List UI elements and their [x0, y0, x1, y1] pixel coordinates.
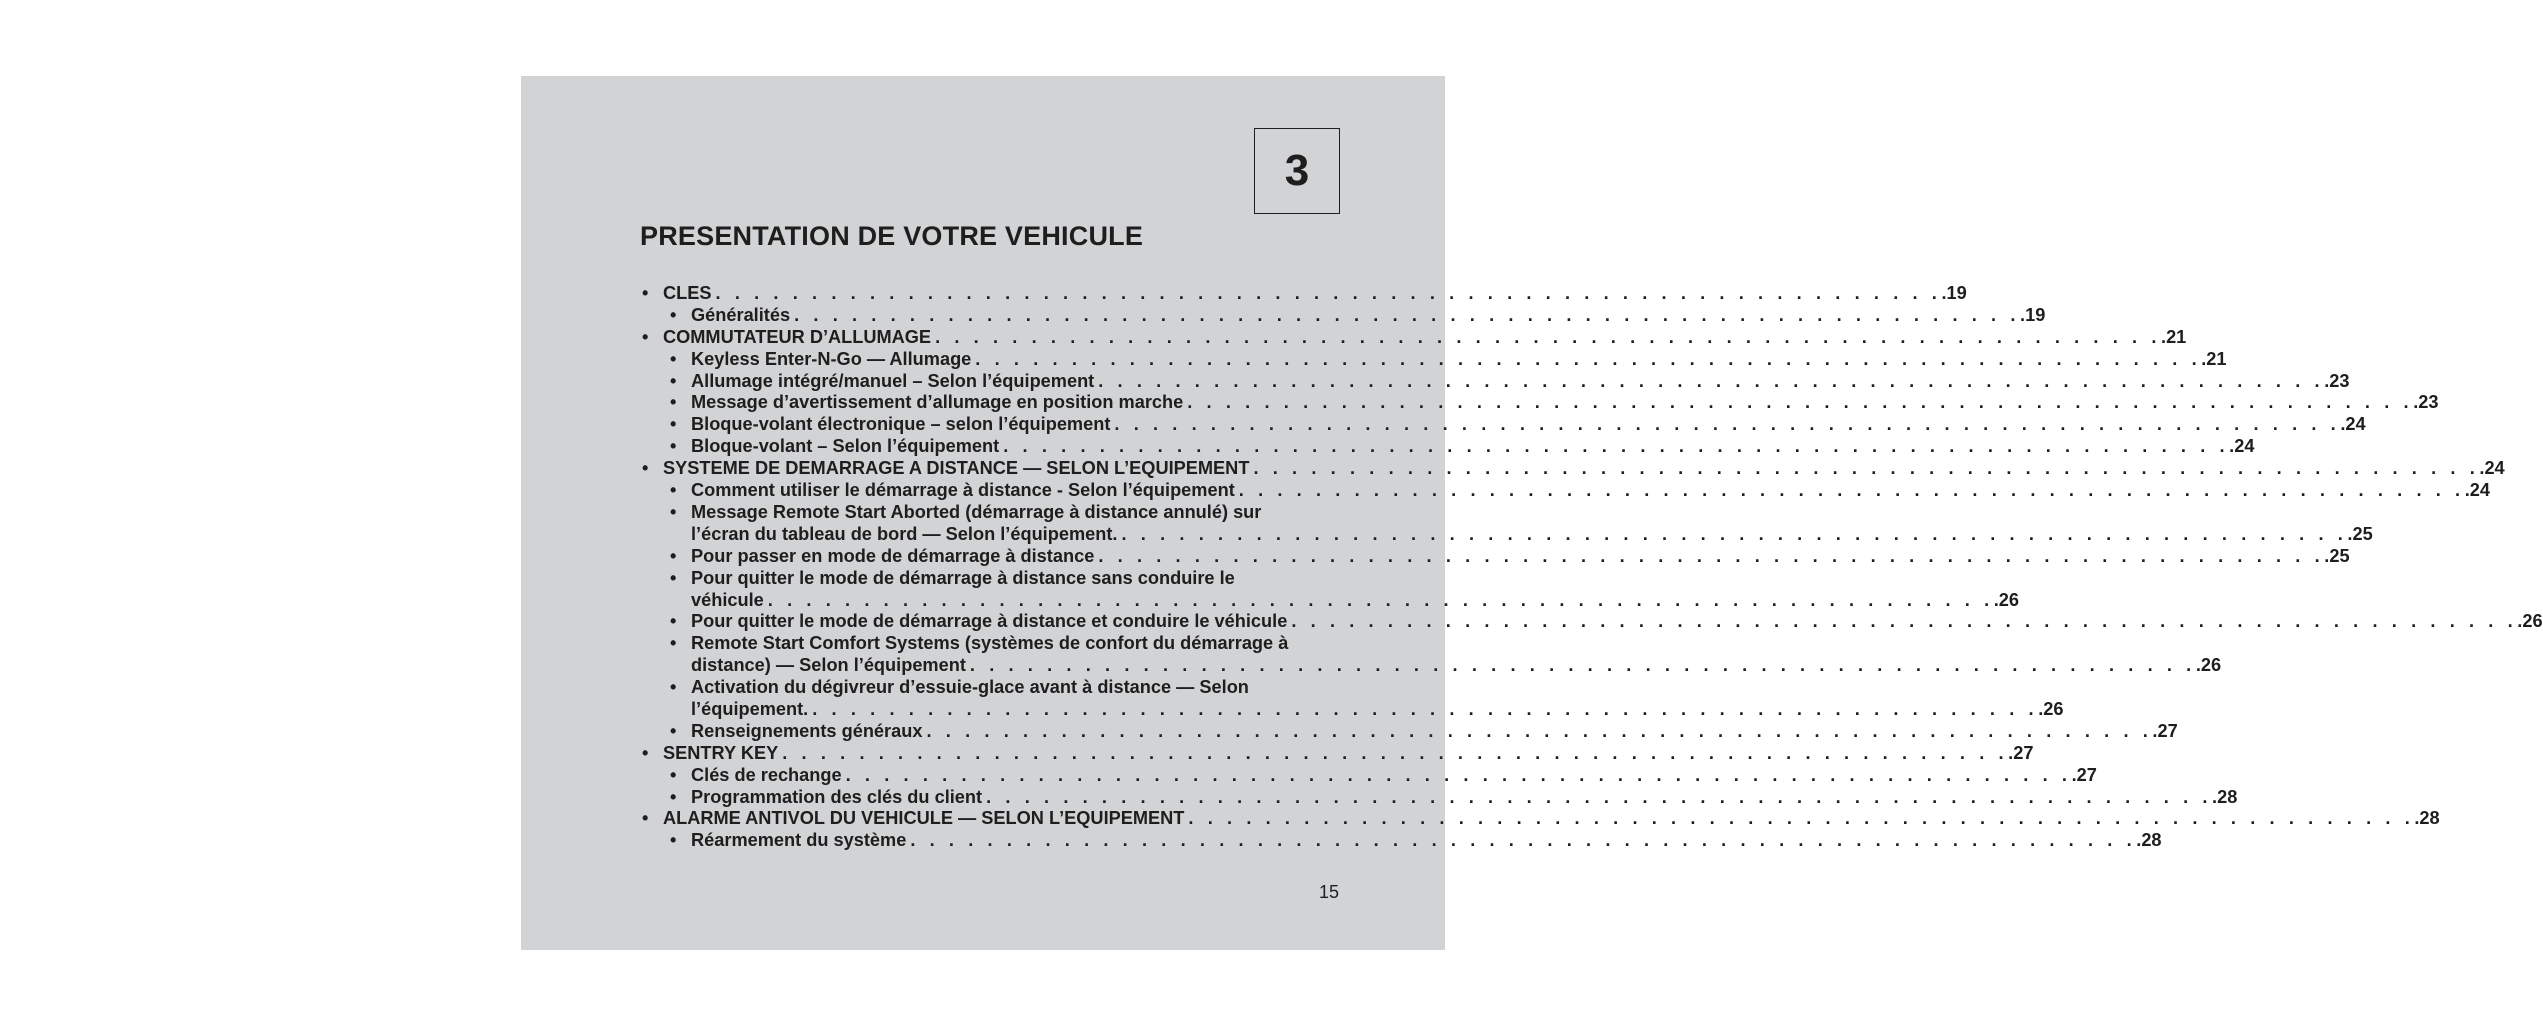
dot-leader: . . . . . . . . . . . . . . . . . . . . . . . . . . . . . . . . . . . . . . . . . . . . . . . . . . . . . . . . . . . . . . . . [926, 720, 2153, 741]
toc-subsection-entry [640, 786, 2238, 809]
toc-entry-line [663, 458, 2505, 480]
toc-entry-text-line1: Message Remote Start Aborted (démarrage à distance annulé) sur [691, 501, 1262, 522]
toc-entry-line [691, 304, 2046, 327]
toc-entry-line [691, 436, 2255, 458]
dot-leader: . . . . . . . . . . . . . . . . . . . . . . . . . . . . . . . . . . . . . . . . . . . . . . . . . . . . . . . . . . . . . . . . [1098, 370, 2325, 391]
toc-section-entry [640, 283, 1967, 305]
toc-entry-line [691, 786, 2238, 809]
toc-subsection-entry [640, 414, 2366, 436]
dot-leader: . . . . . . . . . . . . . . . . . . . . . . . . . . . . . . . . . . . . . . . . . . . . . . . . . . . . . . . . . . . . . . . . [1253, 458, 2480, 479]
toc-entry-line [691, 589, 2020, 612]
toc-entry-body [691, 414, 2366, 436]
toc-subsection-entry [640, 677, 2064, 721]
bullet-icon: • [642, 808, 649, 829]
toc-entry-text: l’écran du tableau de bord — Selon l’équipement. [691, 523, 1118, 544]
toc-subsection-entry [640, 764, 2097, 787]
toc-subsection-entry [640, 370, 2350, 393]
toc-entry-body [691, 677, 2064, 721]
toc-subsection-entry [640, 611, 2543, 633]
toc-section-entry [640, 742, 2034, 765]
toc-entry-line [691, 392, 2439, 414]
toc-entry-line [663, 742, 2034, 765]
toc-subsection-entry [640, 633, 2222, 677]
toc-page-number: .19 [1941, 283, 1967, 303]
toc-entry-line [691, 611, 2543, 633]
toc-section-entry [640, 458, 2505, 480]
toc-entry-body [663, 283, 1967, 305]
dot-leader: . . . . . . . . . . . . . . . . . . . . . . . . . . . . . . . . . . . . . . . . . . . . . . . . . . . . . . . . . . . . . . . . [975, 348, 2202, 369]
dot-leader: . . . . . . . . . . . . . . . . . . . . . . . . . . . . . . . . . . . . . . . . . . . . . . . . . . . . . . . . . . . . . . . . [1114, 414, 2341, 435]
bullet-icon: • [670, 567, 677, 588]
toc-entry-text: distance) — Selon l’équipement [691, 655, 966, 676]
toc-entry-text: Programmation des clés du client [691, 786, 983, 807]
toc-page-number: .27 [2008, 742, 2034, 763]
toc-entry-text: Pour quitter le mode de démarrage à distance et conduire le véhicule [691, 611, 1288, 632]
toc-subsection-entry [640, 720, 2178, 743]
toc-entry-text: véhicule [691, 589, 764, 610]
dot-leader: . . . . . . . . . . . . . . . . . . . . . . . . . . . . . . . . . . . . . . . . . . . . . . . . . . . . . . . . . . . . . . . . [1098, 545, 2325, 566]
toc-entry-body [663, 458, 2505, 480]
bullet-icon: • [670, 677, 677, 698]
toc-section-entry [640, 326, 2187, 349]
toc-entry-body [663, 326, 2187, 349]
toc-entry-body [691, 611, 2543, 633]
bullet-icon: • [670, 414, 677, 435]
toc-entry-line [663, 326, 2187, 349]
page-title: PRESENTATION DE VOTRE VEHICULE [640, 221, 1144, 251]
dot-leader: . . . . . . . . . . . . . . . . . . . . . . . . . . . . . . . . . . . . . . . . . . . . . . . . . . . . . . . . . . . . . . . . [767, 589, 1994, 610]
toc-page-number: .25 [2347, 523, 2373, 544]
toc-page-number: .26 [1993, 589, 2020, 610]
toc-page-number: .21 [2161, 326, 2187, 347]
toc-page-number: .23 [2413, 392, 2439, 413]
toc-entry-body [663, 742, 2034, 765]
toc-entry-line [691, 370, 2350, 393]
toc-page-number: .24 [2340, 414, 2366, 435]
toc-page-number: .26 [2195, 655, 2222, 676]
toc-page-number: .24 [2229, 436, 2255, 457]
toc-page-number: .27 [2152, 720, 2178, 741]
bullet-icon: • [670, 786, 677, 807]
dot-leader: . . . . . . . . . . . . . . . . . . . . . . . . . . . . . . . . . . . . . . . . . . . . . . . . . . . . . . . . . . . . . . . . [794, 304, 2021, 325]
toc-subsection-entry [640, 501, 2373, 546]
dot-leader: . . . . . . . . . . . . . . . . . . . . . . . . . . . . . . . . . . . . . . . . . . . . . . . . . . . . . . . . . . . . . . . . [1238, 480, 2465, 501]
bullet-icon: • [642, 326, 649, 347]
toc-entry-text: Réarmement du système [691, 830, 907, 851]
toc-entry-text: Renseignements généraux [691, 720, 923, 741]
toc-page-number: .25 [2324, 545, 2350, 566]
toc-entry-text-line1: Pour quitter le mode de démarrage à distance sans conduire le [691, 567, 1235, 588]
toc-subsection-entry [640, 480, 2491, 502]
toc-page-number: .26 [2517, 611, 2543, 632]
toc-entry-text: Comment utiliser le démarrage à distance - Selon l’équipement [691, 480, 1235, 501]
toc-entry-body [691, 480, 2491, 502]
dot-leader: . . . . . . . . . . . . . . . . . . . . . . . . . . . . . . . . . . . . . . . . . . . . . . . . . . . . . . . . . . . . . . . . [1187, 392, 2414, 413]
toc-entry-text-line1: Activation du dégivreur d’essuie-glace avant à distance — Selon [691, 677, 1249, 698]
dot-leader: . . . . . . . . . . . . . . . . . . . . . . . . . . . . . . . . . . . . . . . . . . . . . . . . . . . . . . . . . . . . . . . . [1121, 523, 2348, 544]
dot-leader: . . . . . . . . . . . . . . . . . . . . . . . . . . . . . . . . . . . . . . . . . . . . . . . . . . . . . . . . . . . . . . . . [782, 742, 2009, 763]
toc-entry-body [691, 348, 2227, 371]
dot-leader: . . . . . . . . . . . . . . . . . . . . . . . . . . . . . . . . . . . . . . . . . . . . . . . . . . . . . . . . . . . . . . . . [910, 830, 2137, 851]
manual-page [521, 76, 2543, 950]
dot-leader: . . . . . . . . . . . . . . . . . . . . . . . . . . . . . . . . . . . . . . . . . . . . . . . . . . . . . . . . . . . . . . . . [1003, 436, 2230, 457]
toc-section-entry [640, 808, 2440, 830]
toc-entry-text: Allumage intégré/manuel – Selon l’équipement [691, 370, 1095, 391]
toc-page-number: .28 [2136, 830, 2162, 851]
bullet-icon: • [670, 545, 677, 566]
toc-entry-text: Pour passer en mode de démarrage à distance [691, 545, 1095, 566]
toc-entry-body [691, 304, 2046, 327]
toc-entry-text-line1: Remote Start Comfort Systems (systèmes de confort du démarrage à [691, 633, 1289, 654]
toc-subsection-entry [640, 348, 2227, 371]
dot-leader: . . . . . . . . . . . . . . . . . . . . . . . . . . . . . . . . . . . . . . . . . . . . . . . . . . . . . . . . . . . . . . . . [1188, 808, 2415, 829]
toc-entry-text: Keyless Enter-N-Go — Allumage [691, 348, 972, 369]
toc-entry-text: SENTRY KEY [663, 742, 779, 763]
toc-entry-text: Généralités [691, 304, 791, 325]
toc-page-number: .28 [2212, 786, 2238, 807]
toc-entry-text: Clés de rechange [691, 764, 842, 785]
bullet-icon: • [670, 501, 677, 522]
chapter-number-box [1254, 128, 1340, 214]
toc-entry-body [691, 501, 2373, 546]
toc-entry-line [691, 830, 2162, 852]
toc-subsection-entry [640, 392, 2439, 414]
bullet-icon: • [670, 304, 677, 325]
toc-entry-body [691, 370, 2350, 393]
dot-leader: . . . . . . . . . . . . . . . . . . . . . . . . . . . . . . . . . . . . . . . . . . . . . . . . . . . . . . . . . . . . . . . . [935, 326, 2162, 347]
toc-page-number: .27 [2071, 764, 2097, 785]
toc-entry-line [691, 764, 2097, 787]
bullet-icon: • [670, 480, 677, 501]
toc-entry-body [691, 633, 2222, 677]
chapter-number: 3 [1284, 146, 1310, 195]
bullet-icon: • [670, 348, 677, 369]
toc-subsection-entry [640, 567, 2020, 612]
bullet-icon: • [670, 392, 677, 413]
toc-entry-line [691, 414, 2366, 436]
dot-leader: . . . . . . . . . . . . . . . . . . . . . . . . . . . . . . . . . . . . . . . . . . . . . . . . . . . . . . . . . . . . . . . . [969, 655, 2196, 676]
toc-entry-text: SYSTEME DE DEMARRAGE A DISTANCE — SELON L’EQUIPEMENT [663, 458, 1250, 479]
bullet-icon: • [670, 436, 677, 457]
toc-page-number: .24 [2464, 480, 2491, 501]
toc-entry-body [691, 545, 2350, 568]
toc-entry-line [691, 655, 2222, 677]
bullet-icon: • [670, 830, 677, 851]
bullet-icon: • [670, 764, 677, 785]
toc-subsection-entry [640, 304, 2046, 327]
toc-entry-text: COMMUTATEUR D’ALLUMAGE [663, 326, 932, 347]
bullet-icon: • [642, 742, 649, 763]
toc-entry-body [691, 436, 2255, 458]
toc-page-number: .24 [2479, 458, 2505, 479]
toc-page-number: .26 [2038, 698, 2064, 719]
toc-entry-text: l’équipement. [691, 698, 809, 719]
dot-leader: . . . . . . . . . . . . . . . . . . . . . . . . . . . . . . . . . . . . . . . . . . . . . . . . . . . . . . . . . . . . . . . . [986, 786, 2213, 807]
bullet-icon: • [670, 611, 677, 632]
bullet-icon: • [670, 633, 677, 654]
dot-leader: . . . . . . . . . . . . . . . . . . . . . . . . . . . . . . . . . . . . . . . . . . . . . . . . . . . . . . . . . . . . . . . . [812, 698, 2039, 719]
toc-entry-line [691, 545, 2350, 568]
dot-leader: . . . . . . . . . . . . . . . . . . . . . . . . . . . . . . . . . . . . . . . . . . . . . . . . . . . . . . . . . . . . . . . . [715, 283, 1942, 303]
toc-entry-line [691, 523, 2373, 546]
toc-entry-text: ALARME ANTIVOL DU VEHICULE — SELON L’EQUIPEMENT [663, 808, 1185, 829]
toc-entry-line [663, 808, 2440, 830]
toc-entry-line [663, 283, 1967, 305]
table-of-contents [640, 283, 2543, 852]
bullet-icon: • [670, 370, 677, 391]
toc-entry-text: CLES [663, 283, 712, 303]
toc-entry-body [691, 830, 2162, 852]
bullet-icon: • [642, 283, 649, 303]
toc-entry-line [691, 348, 2227, 371]
toc-entry-body [691, 720, 2178, 743]
toc-entry-body [663, 808, 2440, 830]
toc-entry-body [691, 392, 2439, 414]
toc-subsection-entry [640, 436, 2255, 458]
toc-entry-line [691, 480, 2491, 502]
toc-entry-body [691, 786, 2238, 809]
toc-entry-text: Bloque-volant – Selon l’équipement [691, 436, 1000, 457]
toc-entry-line [691, 720, 2178, 743]
toc-entry-line [691, 698, 2064, 721]
toc-page-number: .28 [2414, 808, 2440, 829]
toc-page-number: .23 [2324, 370, 2350, 391]
dot-leader: . . . . . . . . . . . . . . . . . . . . . . . . . . . . . . . . . . . . . . . . . . . . . . . . . . . . . . . . . . . . . . . . [845, 764, 2072, 785]
toc-entry-body [691, 764, 2097, 787]
bullet-icon: • [670, 720, 677, 741]
toc-entry-body [691, 567, 2020, 612]
toc-entry-text: Message d’avertissement d’allumage en position marche [691, 392, 1184, 413]
bullet-icon: • [642, 458, 649, 479]
toc-subsection-entry [640, 830, 2162, 852]
toc-entry-text: Bloque-volant électronique – selon l’équipement [691, 414, 1111, 435]
page-number: 15 [1319, 882, 1340, 902]
toc-subsection-entry [640, 545, 2350, 568]
dot-leader: . . . . . . . . . . . . . . . . . . . . . . . . . . . . . . . . . . . . . . . . . . . . . . . . . . . . . . . . . . . . . . . . [1291, 611, 2518, 632]
toc-page-number: .19 [2020, 304, 2046, 325]
toc-page-number: .21 [2201, 348, 2227, 369]
